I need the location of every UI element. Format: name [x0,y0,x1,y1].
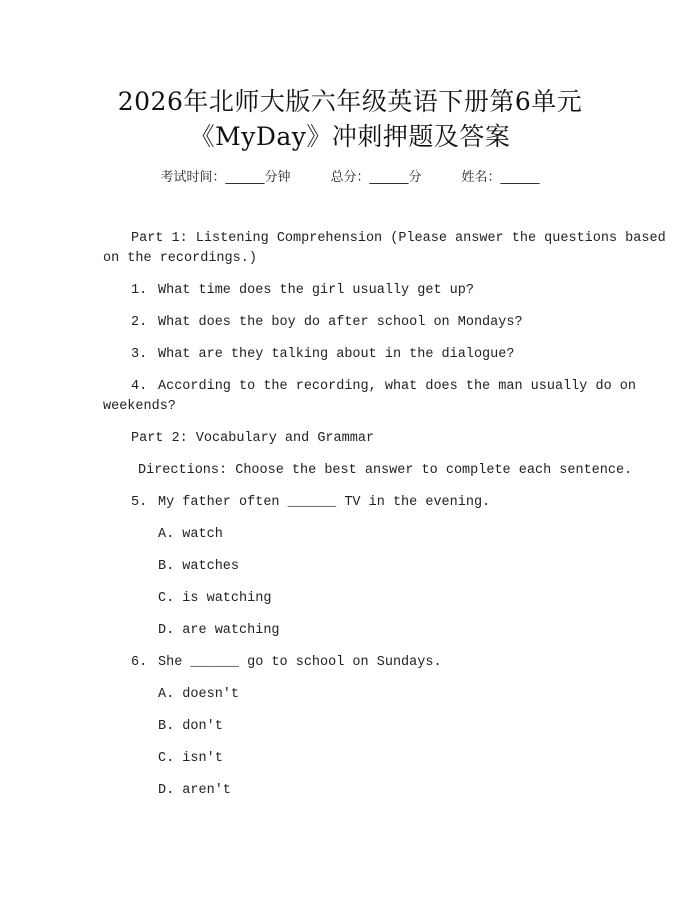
document-title-line-2: 《MyDay》冲刺押题及答案 [189,122,511,151]
part1-heading-line-1: Part 1: Listening Comprehension (Please answer the questions based [131,231,666,246]
answer-option: C. isn't [158,751,223,766]
question-text: My father often ______ TV in the evening. [158,495,491,510]
question-text: What time does the girl usually get up? [158,283,474,298]
answer-option: D. aren't [158,783,231,798]
question-number: 1. [131,283,148,298]
student-name-label: 姓名：______ [461,170,540,185]
part2-directions: Directions: Choose the best answer to complete each sentence. [138,463,633,478]
answer-option: D. are watching [158,623,280,638]
answer-option: C. is watching [158,591,272,606]
question-number: 5. [131,495,148,510]
question-text-line-1: According to the recording, what does the man usually do on [158,379,636,394]
question-number: 2. [131,315,148,330]
answer-option: A. doesn't [158,687,240,702]
exam-meta-row [0,169,700,187]
document-title-line-1: 2026年北师大版六年级英语下册第6单元 [117,87,583,116]
question-text-line-2: weekends? [103,399,176,414]
question-number: 4. [131,379,148,394]
question-text: What does the boy do after school on Mondays? [158,315,523,330]
part2-heading: Part 2: Vocabulary and Grammar [131,431,375,446]
question-text: She ______ go to school on Sundays. [158,655,442,670]
answer-option: B. watches [158,559,240,574]
question-number: 6. [131,655,148,670]
part1-heading-line-2: on the recordings.) [103,251,257,266]
question-text: What are they talking about in the dialogue? [158,347,515,362]
answer-option: A. watch [158,527,223,542]
answer-option: B. don't [158,719,223,734]
total-score-label: 总分：______分 [330,170,422,185]
question-number: 3. [131,347,148,362]
exam-time-label: 考试时间：______分钟 [160,170,291,185]
